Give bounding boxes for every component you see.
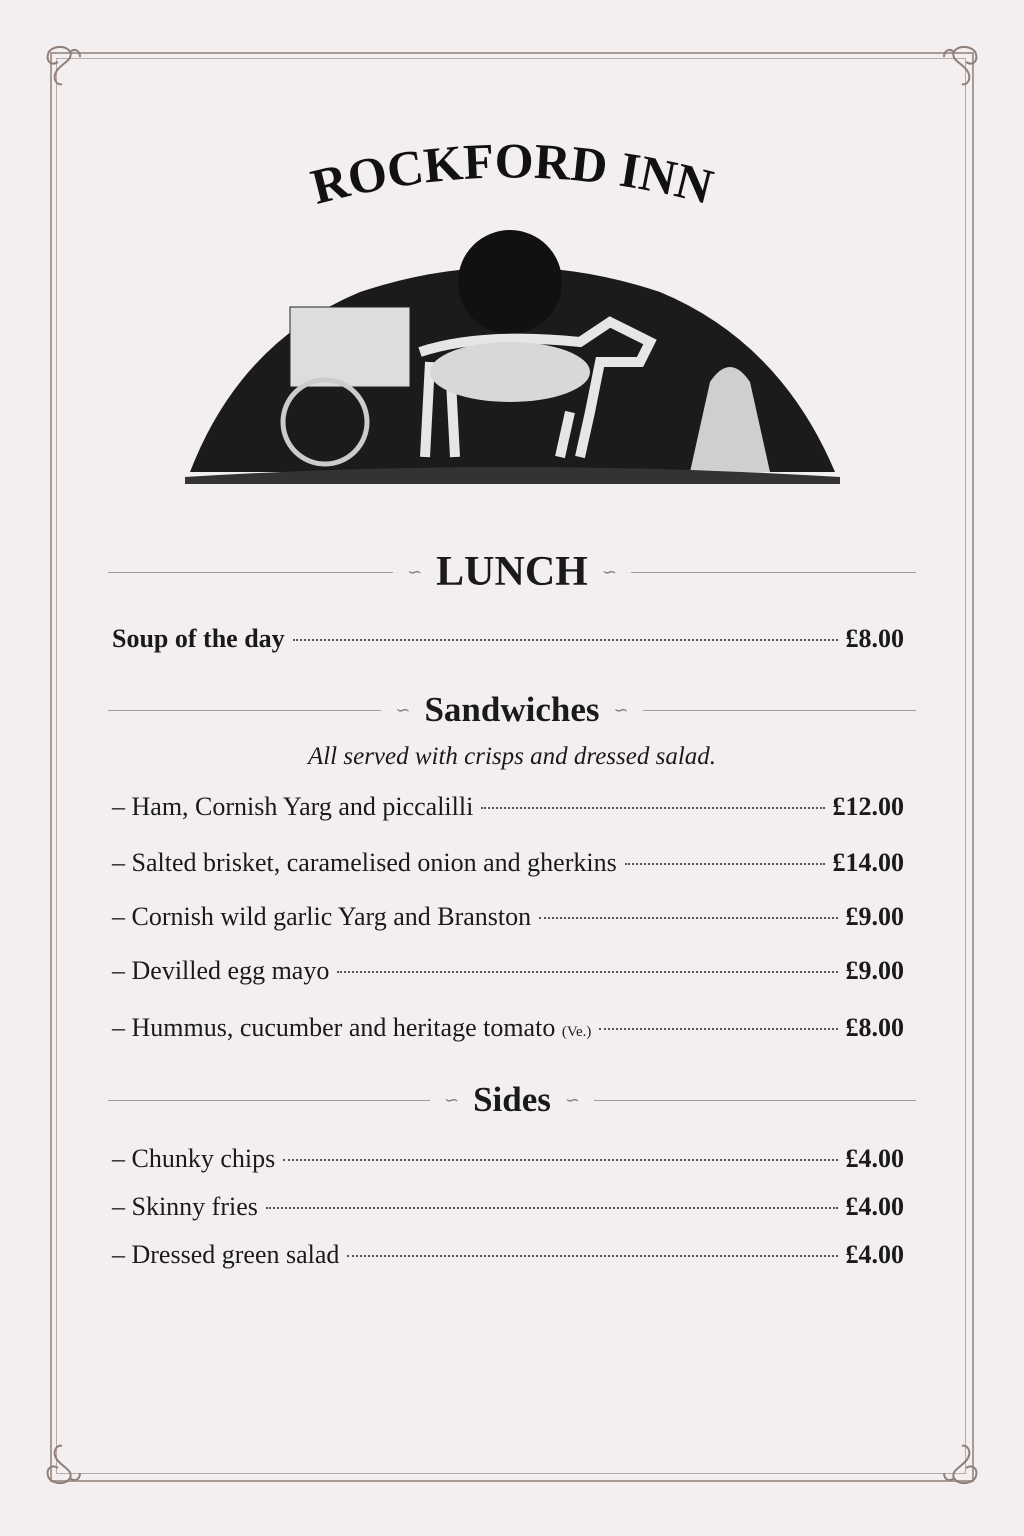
menu-item bbox=[112, 848, 904, 878]
scroll-ornament-icon: ∽ bbox=[613, 699, 629, 720]
restaurant-name: ROCKFORD INN bbox=[305, 132, 719, 215]
menu-item bbox=[112, 792, 904, 822]
leader-dots bbox=[283, 1159, 837, 1161]
item-name: – Dressed green salad bbox=[112, 1240, 340, 1269]
vegan-tag: (Ve.) bbox=[561, 1024, 592, 1040]
sandwiches-heading bbox=[108, 690, 916, 730]
section-title: Sides bbox=[473, 1080, 551, 1119]
menu-item bbox=[112, 1013, 904, 1043]
section-title: Sandwiches bbox=[424, 690, 600, 729]
item-name: – Chunky chips bbox=[112, 1144, 276, 1173]
divider bbox=[643, 710, 916, 711]
section-title: LUNCH bbox=[436, 549, 588, 595]
item-price: £14.00 bbox=[832, 848, 904, 877]
item-price: £4.00 bbox=[845, 1240, 904, 1269]
leader-dots bbox=[347, 1255, 837, 1257]
scroll-ornament-icon: ∽ bbox=[564, 1089, 580, 1110]
leader-dots bbox=[266, 1207, 838, 1209]
leader-dots bbox=[293, 639, 838, 641]
leader-dots bbox=[599, 1028, 837, 1030]
item-price: £9.00 bbox=[845, 956, 904, 985]
item-name: – Hummus, cucumber and heritage tomato bbox=[112, 1013, 556, 1042]
corner-ornament-icon bbox=[40, 42, 100, 102]
corner-ornament-icon bbox=[924, 42, 984, 102]
leader-dots bbox=[625, 863, 825, 865]
item-name: – Cornish wild garlic Yarg and Branston bbox=[112, 902, 532, 931]
menu-item bbox=[112, 1144, 904, 1174]
item-price: £4.00 bbox=[845, 1192, 904, 1221]
leader-dots bbox=[481, 807, 824, 809]
sandwiches-note: All served with crisps and dressed salad. bbox=[307, 743, 717, 770]
divider bbox=[108, 1100, 430, 1101]
scroll-ornament-icon: ∽ bbox=[407, 561, 423, 582]
leader-dots bbox=[337, 971, 837, 973]
scroll-ornament-icon: ∽ bbox=[395, 699, 411, 720]
menu-item bbox=[112, 1240, 904, 1270]
item-name: Soup of the day bbox=[112, 624, 285, 653]
svg-text:ROCKFORD INN bbox=[306, 132, 719, 214]
item-price: £9.00 bbox=[845, 902, 904, 931]
leader-dots bbox=[539, 917, 837, 919]
menu-item bbox=[112, 624, 904, 654]
item-name: – Devilled egg mayo bbox=[112, 956, 330, 985]
item-price: £8.00 bbox=[845, 1013, 904, 1042]
corner-ornament-icon bbox=[924, 1428, 984, 1488]
divider bbox=[108, 710, 381, 711]
sides-heading bbox=[108, 1080, 916, 1120]
scroll-ornament-icon: ∽ bbox=[444, 1089, 460, 1110]
horse-cart-illustration bbox=[180, 222, 844, 504]
divider bbox=[631, 572, 916, 573]
menu-item bbox=[112, 1192, 904, 1222]
menu-item bbox=[112, 902, 904, 932]
item-name: – Ham, Cornish Yarg and piccalilli bbox=[112, 792, 474, 821]
scroll-ornament-icon: ∽ bbox=[601, 561, 617, 582]
item-price: £4.00 bbox=[845, 1144, 904, 1173]
item-name: – Salted brisket, caramelised onion and gherkins bbox=[112, 848, 617, 877]
corner-ornament-icon bbox=[40, 1428, 100, 1488]
item-price: £8.00 bbox=[845, 624, 904, 653]
divider bbox=[108, 572, 393, 573]
divider bbox=[594, 1100, 916, 1101]
menu-item bbox=[112, 956, 904, 986]
item-price: £12.00 bbox=[832, 792, 904, 821]
lunch-heading bbox=[108, 548, 916, 596]
item-name: – Skinny fries bbox=[112, 1192, 258, 1221]
